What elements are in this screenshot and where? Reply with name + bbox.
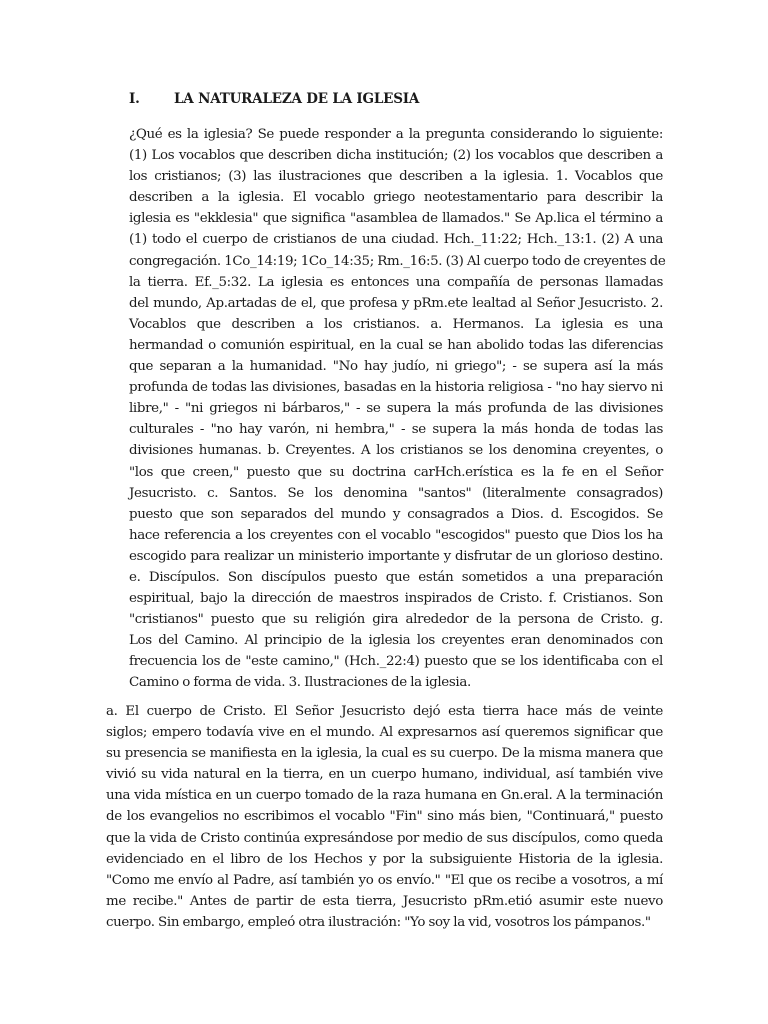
text-line: vivió su vida natural en la tierra, en un cuerpo humano, individual, así también vive bbox=[106, 767, 663, 783]
text-line: Camino o forma de vida. 3. Ilustraciones de la iglesia. bbox=[129, 675, 471, 691]
text-line: ¿Qué es la iglesia? Se puede responder a la pregunta considerando lo siguiente: bbox=[129, 127, 663, 142]
text-line: "cristianos" puesto que su religión gira alrededor de la persona de Cristo. g. bbox=[129, 612, 663, 628]
text-line: puesto que son separados del mundo y consagrados a Dios. d. Escogidos. Se bbox=[129, 506, 663, 522]
text-line: escogido para realizar un ministerio importante y disfrutar de un glorioso destino. bbox=[129, 548, 663, 564]
text-line: evidenciado en el libro de los Hechos y por la subsiguiente Historia de la iglesia. bbox=[106, 851, 663, 867]
section-number: I. bbox=[129, 91, 140, 107]
text-line: Jesucristo. c. Santos. Se los denomina "santos" (literalmente consagrados) bbox=[129, 485, 663, 501]
text-line: los cristianos; (3) las ilustraciones que describen a la iglesia. 1. Vocablos que bbox=[129, 169, 663, 185]
text-line: Vocablos que describen a los cristianos. a. Hermanos. La iglesia es una bbox=[129, 316, 663, 332]
text-line: una vida mística en un cuerpo tomado de la raza humana en Gn.eral. A la terminación bbox=[106, 788, 663, 804]
text-line: e. Discípulos. Son discípulos puesto que están sometidos a una preparación bbox=[129, 569, 663, 585]
paragraph-1 bbox=[129, 124, 666, 694]
text-line: culturales - "no hay varón, ni hembra," - se supera la más honda de todas las bbox=[129, 422, 663, 438]
text-line: a. El cuerpo de Cristo. El Señor Jesucristo dejó esta tierra hace más de veinte bbox=[106, 704, 663, 719]
text-line: describen a la iglesia. El vocablo griego neotestamentario para describir la bbox=[129, 190, 663, 206]
text-line: hace referencia a los creyentes con el vocablo "escogidos" puesto que Dios los ha bbox=[129, 527, 663, 543]
text-line: que la vida de Cristo continúa expresándose por medio de sus discípulos, como queda bbox=[106, 830, 663, 846]
paragraph-2 bbox=[106, 701, 663, 933]
text-line: de los evangelios no escribimos el vocablo "Fin" sino más bien, "Continuará," puesto bbox=[106, 809, 663, 825]
text-line: (1) Los vocablos que describen dicha institución; (2) los vocablos que describen a bbox=[129, 148, 663, 164]
section-title: LA NATURALEZA DE LA IGLESIA bbox=[174, 91, 420, 107]
text-line: que separan a la humanidad. "No hay judío, ni griego"; - se supera así la más bbox=[129, 359, 663, 375]
text-line: iglesia es "ekklesia" que significa "asamblea de llamados." Se Ap.lica el término a bbox=[129, 211, 663, 227]
text-line: siglos; empero todavía vive en el mundo. Al expresarnos así queremos significar que bbox=[106, 725, 663, 741]
text-line: espiritual, bajo la dirección de maestros inspirados de Cristo. f. Cristianos. Son bbox=[129, 591, 663, 607]
text-line: cuerpo. Sin embargo, empleó otra ilustración: "Yo soy la vid, vosotros los pámpanos." bbox=[106, 914, 651, 930]
text-line: del mundo, Ap.artadas de el, que profesa y pRm.ete lealtad al Señor Jesucristo. 2. bbox=[129, 295, 663, 311]
text-line: la tierra. Ef._5:32. La iglesia es entonces una compañía de personas llamadas bbox=[129, 274, 663, 290]
text-line: congregación. 1Co_14:19; 1Co_14:35; Rm._16:5. (3) Al cuerpo todo de creyentes de bbox=[129, 253, 666, 269]
section-heading bbox=[129, 91, 419, 107]
text-line: frecuencia los de "este camino," (Hch._22:4) puesto que se los identificaba con el bbox=[129, 654, 663, 670]
text-line: profunda de todas las divisiones, basadas en la historia religiosa - "no hay siervo ni bbox=[129, 380, 663, 396]
text-line: "Como me envío al Padre, así también yo os envío." "El que os recibe a vosotros, a mí bbox=[106, 872, 663, 888]
text-line: hermandad o comunión espiritual, en la cual se han abolido todas las diferencias bbox=[129, 337, 663, 353]
text-line: "los que creen," puesto que su doctrina carHch.erística es la fe en el Señor bbox=[129, 464, 663, 480]
text-line: divisiones humanas. b. Creyentes. A los cristianos se los denomina creyentes, o bbox=[129, 443, 663, 459]
text-line: me recibe." Antes de partir de esta tierra, Jesucristo pRm.etió asumir este nuevo bbox=[106, 893, 663, 909]
text-line: Los del Camino. Al principio de la iglesia los creyentes eran denominados con bbox=[129, 633, 663, 649]
text-line: libre," - "ni griegos ni bárbaros," - se supera la más profunda de las divisiones bbox=[129, 401, 663, 417]
text-line: (1) todo el cuerpo de cristianos de una ciudad. Hch._11:22; Hch._13:1. (2) A una bbox=[129, 232, 663, 248]
text-line: su presencia se manifiesta en la iglesia, la cual es su cuerpo. De la misma manera que bbox=[106, 746, 663, 762]
